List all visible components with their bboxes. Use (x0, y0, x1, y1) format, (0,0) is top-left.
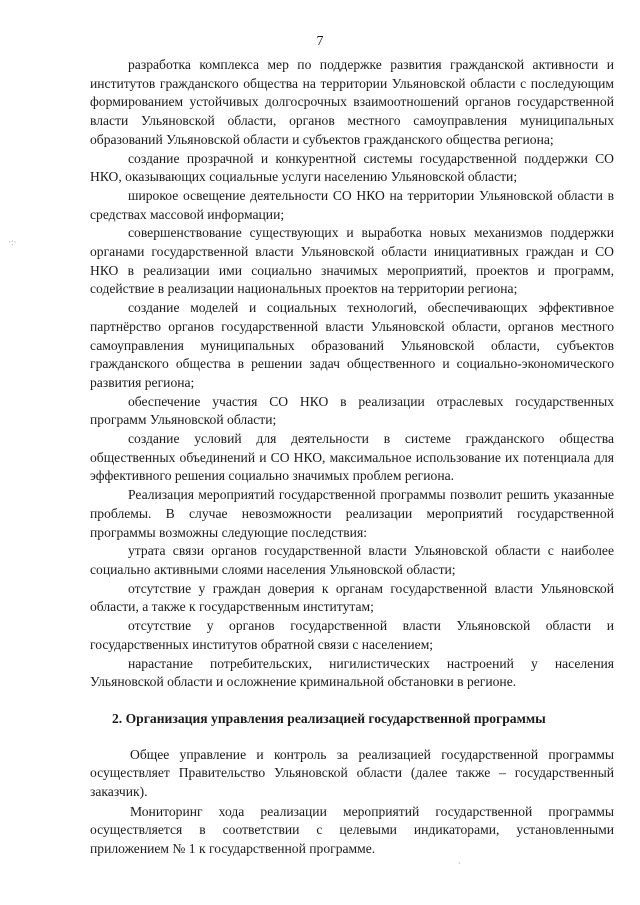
paragraph: создание моделей и социальных технологий, обеспечивающих эффективное партнёрство органов государственной власти Ульяновской области, органов местного самоуправления муниципальных образований Ульяновской области, субъектов гражданского общества в решении задач общественного и социально-экономического развития региона; (90, 300, 614, 390)
paragraph: отсутствие у органов государственной власти Ульяновской области и государственных институтов обратной связи с населением; (90, 618, 614, 652)
paragraph: создание прозрачной и конкурентной системы государственной поддержки СО НКО, оказывающих социальные услуги населению Ульяновской области; (90, 150, 614, 185)
paragraph: совершенствование существующих и выработка новых механизмов поддержки органами государственной власти Ульяновской области инициативных граждан и СО НКО в реализации ими социально значимых мероприятий, проектов и программ, содействие в реализации национальных проектов на территории региона; (90, 225, 614, 297)
page-number: 7 (316, 34, 324, 49)
paragraph: утрата связи органов государственной власти Ульяновской области с наиболее социально активными слоями населения Ульяновской области; (90, 543, 614, 577)
paragraph: нарастание потребительских, нигилистических настроений у населения Ульяновской области и осложнение криминальной обстановки в регионе. (90, 655, 614, 690)
paragraph: Мониторинг хода реализации мероприятий государственной программы осуществляется в соответствии с целевыми индикаторами, установленными приложением № 1 к государственной программе. (90, 803, 614, 857)
document-body (90, 56, 614, 859)
paragraph: Общее управление и контроль за реализацией государственной программы осуществляет Правительство Ульяновской области (далее также – государственный заказчик). (90, 746, 614, 800)
paragraph: широкое освещение деятельности СО НКО на территории Ульяновской области в средствах массовой информации; (90, 187, 614, 222)
section-heading: 2. Организация управления реализацией государственной программы (112, 710, 546, 726)
scan-speck: ˋ (458, 861, 461, 871)
paragraph: разработка комплекса мер по поддержке развития гражданской активности и институтов гражданского общества на территории Ульяновской области с последующим формированием устойчивых долгосрочных взаимоотношений органов государственной власти Ульяновской области, органов местного самоуправления муниципальных образований Ульяновской области и субъектов гражданского общества региона; (90, 57, 614, 147)
paragraph: обеспечение участия СО НКО в реализации отраслевых государственных программ Ульяновской области; (90, 393, 614, 428)
scan-speck: ·:· (8, 237, 17, 247)
paragraph: создание условий для деятельности в системе гражданского общества общественных объединений и СО НКО, максимальное использование их потенциала для эффективного решения социально значимых проблем региона. (90, 431, 614, 484)
paragraph: Реализация мероприятий государственной программы позволит решить указанные проблемы. В случае невозможности реализации мероприятий государственной программы возможны следующие последствия: (90, 487, 614, 540)
paragraph: отсутствие у граждан доверия к органам государственной власти Ульяновской области, а также к государственным институтам; (90, 580, 614, 615)
